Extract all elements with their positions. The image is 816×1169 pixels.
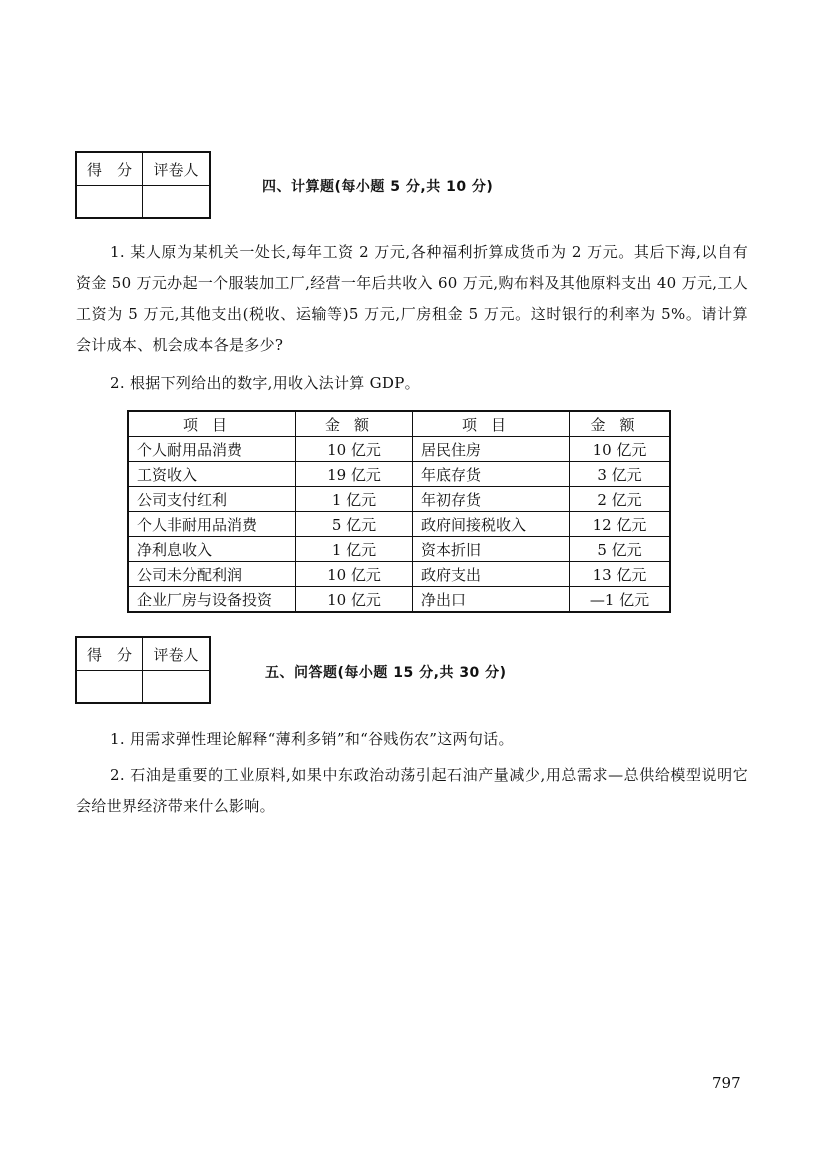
table-cell: 净出口 xyxy=(413,587,570,613)
grader-label: 评卷人 xyxy=(143,638,209,671)
table-cell: 13 亿元 xyxy=(570,562,671,587)
table-cell: 个人耐用品消费 xyxy=(128,437,296,462)
table-cell: 政府支出 xyxy=(413,562,570,587)
header-amount: 金额 xyxy=(296,411,413,437)
table-cell: 12 亿元 xyxy=(570,512,671,537)
score-label: 得 分 xyxy=(77,153,143,186)
table-cell: 年初存货 xyxy=(413,487,570,512)
table-row xyxy=(128,562,670,587)
table-cell: 10 亿元 xyxy=(296,437,413,462)
table-cell: 个人非耐用品消费 xyxy=(128,512,296,537)
question-5-2: 2. 石油是重要的工业原料,如果中东政治动荡引起石油产量减少,用总需求—总供给模型说明它会给世界经济带来什么影响。 xyxy=(76,766,748,815)
header-item: 项目 xyxy=(413,411,570,437)
section-5-title: 五、问答题(每小题 15 分,共 30 分) xyxy=(265,665,507,681)
table-row xyxy=(128,462,670,487)
table-cell: 1 亿元 xyxy=(296,487,413,512)
table-cell: 企业厂房与设备投资 xyxy=(128,587,296,613)
score-box-section-4 xyxy=(75,151,211,219)
table-cell: 资本折旧 xyxy=(413,537,570,562)
table-cell: 5 亿元 xyxy=(570,537,671,562)
gdp-table xyxy=(127,410,671,613)
table-cell: 居民住房 xyxy=(413,437,570,462)
table-row xyxy=(128,437,670,462)
table-cell: 1 亿元 xyxy=(296,537,413,562)
table-cell: 19 亿元 xyxy=(296,462,413,487)
question-5-1: 1. 用需求弹性理论解释“薄利多销”和“谷贱伤农”这两句话。 xyxy=(110,730,514,748)
table-cell: 10 亿元 xyxy=(296,587,413,613)
question-4-1: 1. 某人原为某机关一处长,每年工资 2 万元,各种福利折算成货币为 2 万元。其后下海,以自有资金 50 万元办起一个服装加工厂,经营一年后共收入 60 万元,购布料及其他原料支出 40 万元,工人工资为 5 万元,其他支出(税收、运输等)5 万元,厂房租金 5 万元。这时银行的利率为 5%。请计算会计成本、机会成本各是多少? xyxy=(76,243,748,354)
page-number: 797 xyxy=(712,1074,741,1092)
table-cell: —1 亿元 xyxy=(570,587,671,613)
grader-cell xyxy=(143,186,209,217)
table-cell: 年底存货 xyxy=(413,462,570,487)
question-4-2: 2. 根据下列给出的数字,用收入法计算 GDP。 xyxy=(110,374,420,392)
table-cell: 10 亿元 xyxy=(296,562,413,587)
table-row xyxy=(128,487,670,512)
table-row xyxy=(128,512,670,537)
table-cell: 政府间接税收入 xyxy=(413,512,570,537)
grader-cell xyxy=(143,671,209,702)
header-item: 项目 xyxy=(128,411,296,437)
table-cell: 公司未分配利润 xyxy=(128,562,296,587)
grader-label: 评卷人 xyxy=(143,153,209,186)
table-cell: 公司支付红利 xyxy=(128,487,296,512)
table-cell: 3 亿元 xyxy=(570,462,671,487)
score-box-section-5 xyxy=(75,636,211,704)
table-row xyxy=(128,537,670,562)
table-row xyxy=(128,587,670,613)
score-cell xyxy=(77,671,143,702)
table-cell: 净利息收入 xyxy=(128,537,296,562)
table-cell: 10 亿元 xyxy=(570,437,671,462)
table-cell: 5 亿元 xyxy=(296,512,413,537)
table-header-row xyxy=(128,411,670,437)
score-cell xyxy=(77,186,143,217)
score-label: 得 分 xyxy=(77,638,143,671)
table-cell: 2 亿元 xyxy=(570,487,671,512)
section-4-title: 四、计算题(每小题 5 分,共 10 分) xyxy=(262,179,494,195)
table-cell: 工资收入 xyxy=(128,462,296,487)
header-amount: 金额 xyxy=(570,411,671,437)
